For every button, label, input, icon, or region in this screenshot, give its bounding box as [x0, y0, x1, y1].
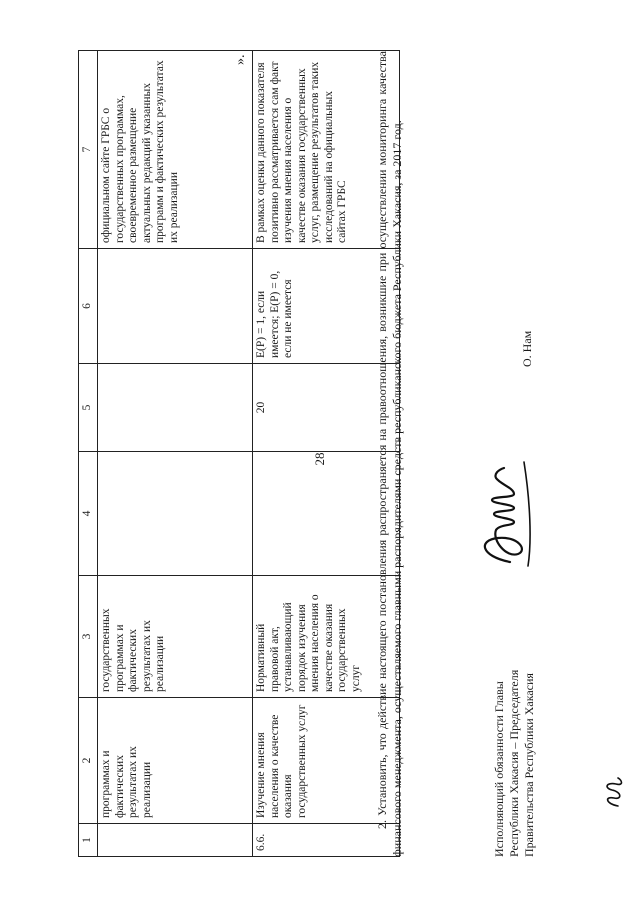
signer-title-line: Правительства Республики Хакасия [522, 673, 536, 857]
closing-quote: ». [233, 54, 248, 65]
cell-comment: В рамках оценки данного показателя позитивно рассматривается сам факт изучения мнения населения о качестве оказания государственных услуг, размещение результатов таких исследований на официальных сайтах ГРБС [253, 51, 400, 249]
table-row [98, 51, 253, 857]
cell-comment: официальном сайте ГРБС о государственных программах, своевременное размещение актуальных редакций указанных программ и фактических результатах их реализации [98, 51, 253, 249]
signer-title [492, 617, 537, 857]
criteria-table [78, 50, 400, 857]
cell-number [98, 824, 253, 857]
signer-name: О. Нам [520, 330, 534, 367]
cell-weight [98, 364, 253, 452]
decree-paragraph: 2. Установить, что действие настоящего постановления распространяется на правоотношения, возникшие при осуществлении мониторинга качества финансового менеджмента, осуществляемого главными распорядителями средств республиканского бюджета Республики Хакасия, за 2017 год. [375, 51, 404, 857]
cell-indicator: программах и фактических результатах их реализации [98, 698, 253, 824]
col-header-6: 6 [79, 249, 98, 364]
page-number: 28 [312, 452, 327, 466]
signer-title-line: Республики Хакасия – Председателя [507, 669, 521, 857]
col-header-4: 4 [79, 452, 98, 576]
cell-formula [98, 452, 253, 576]
handwritten-initials [598, 776, 628, 810]
cell-number: 6.6. [253, 824, 400, 857]
col-header-5: 5 [79, 364, 98, 452]
col-header-2: 2 [79, 698, 98, 824]
col-header-1: 1 [79, 824, 98, 857]
signer-title-line: Исполняющий обязанности Главы [492, 681, 506, 857]
cell-source: Нормативный правовой акт, устанавливающий порядок изучения мнения населения о качестве оказания государственных услуг [253, 576, 400, 698]
handwritten-signature [470, 460, 540, 570]
col-header-3: 3 [79, 576, 98, 698]
col-header-7: 7 [79, 51, 98, 249]
table-header-row [79, 51, 98, 857]
cell-weight: 20 [253, 364, 400, 452]
cell-source: государственных программах и фактических результатах их реализации [98, 576, 253, 698]
cell-indicator: Изучение мнения населения о качестве оказания государственных услуг [253, 698, 400, 824]
cell-values [98, 249, 253, 364]
cell-values: E(P) = 1, если имеется; E(P) = 0, если не имеется [253, 249, 400, 364]
